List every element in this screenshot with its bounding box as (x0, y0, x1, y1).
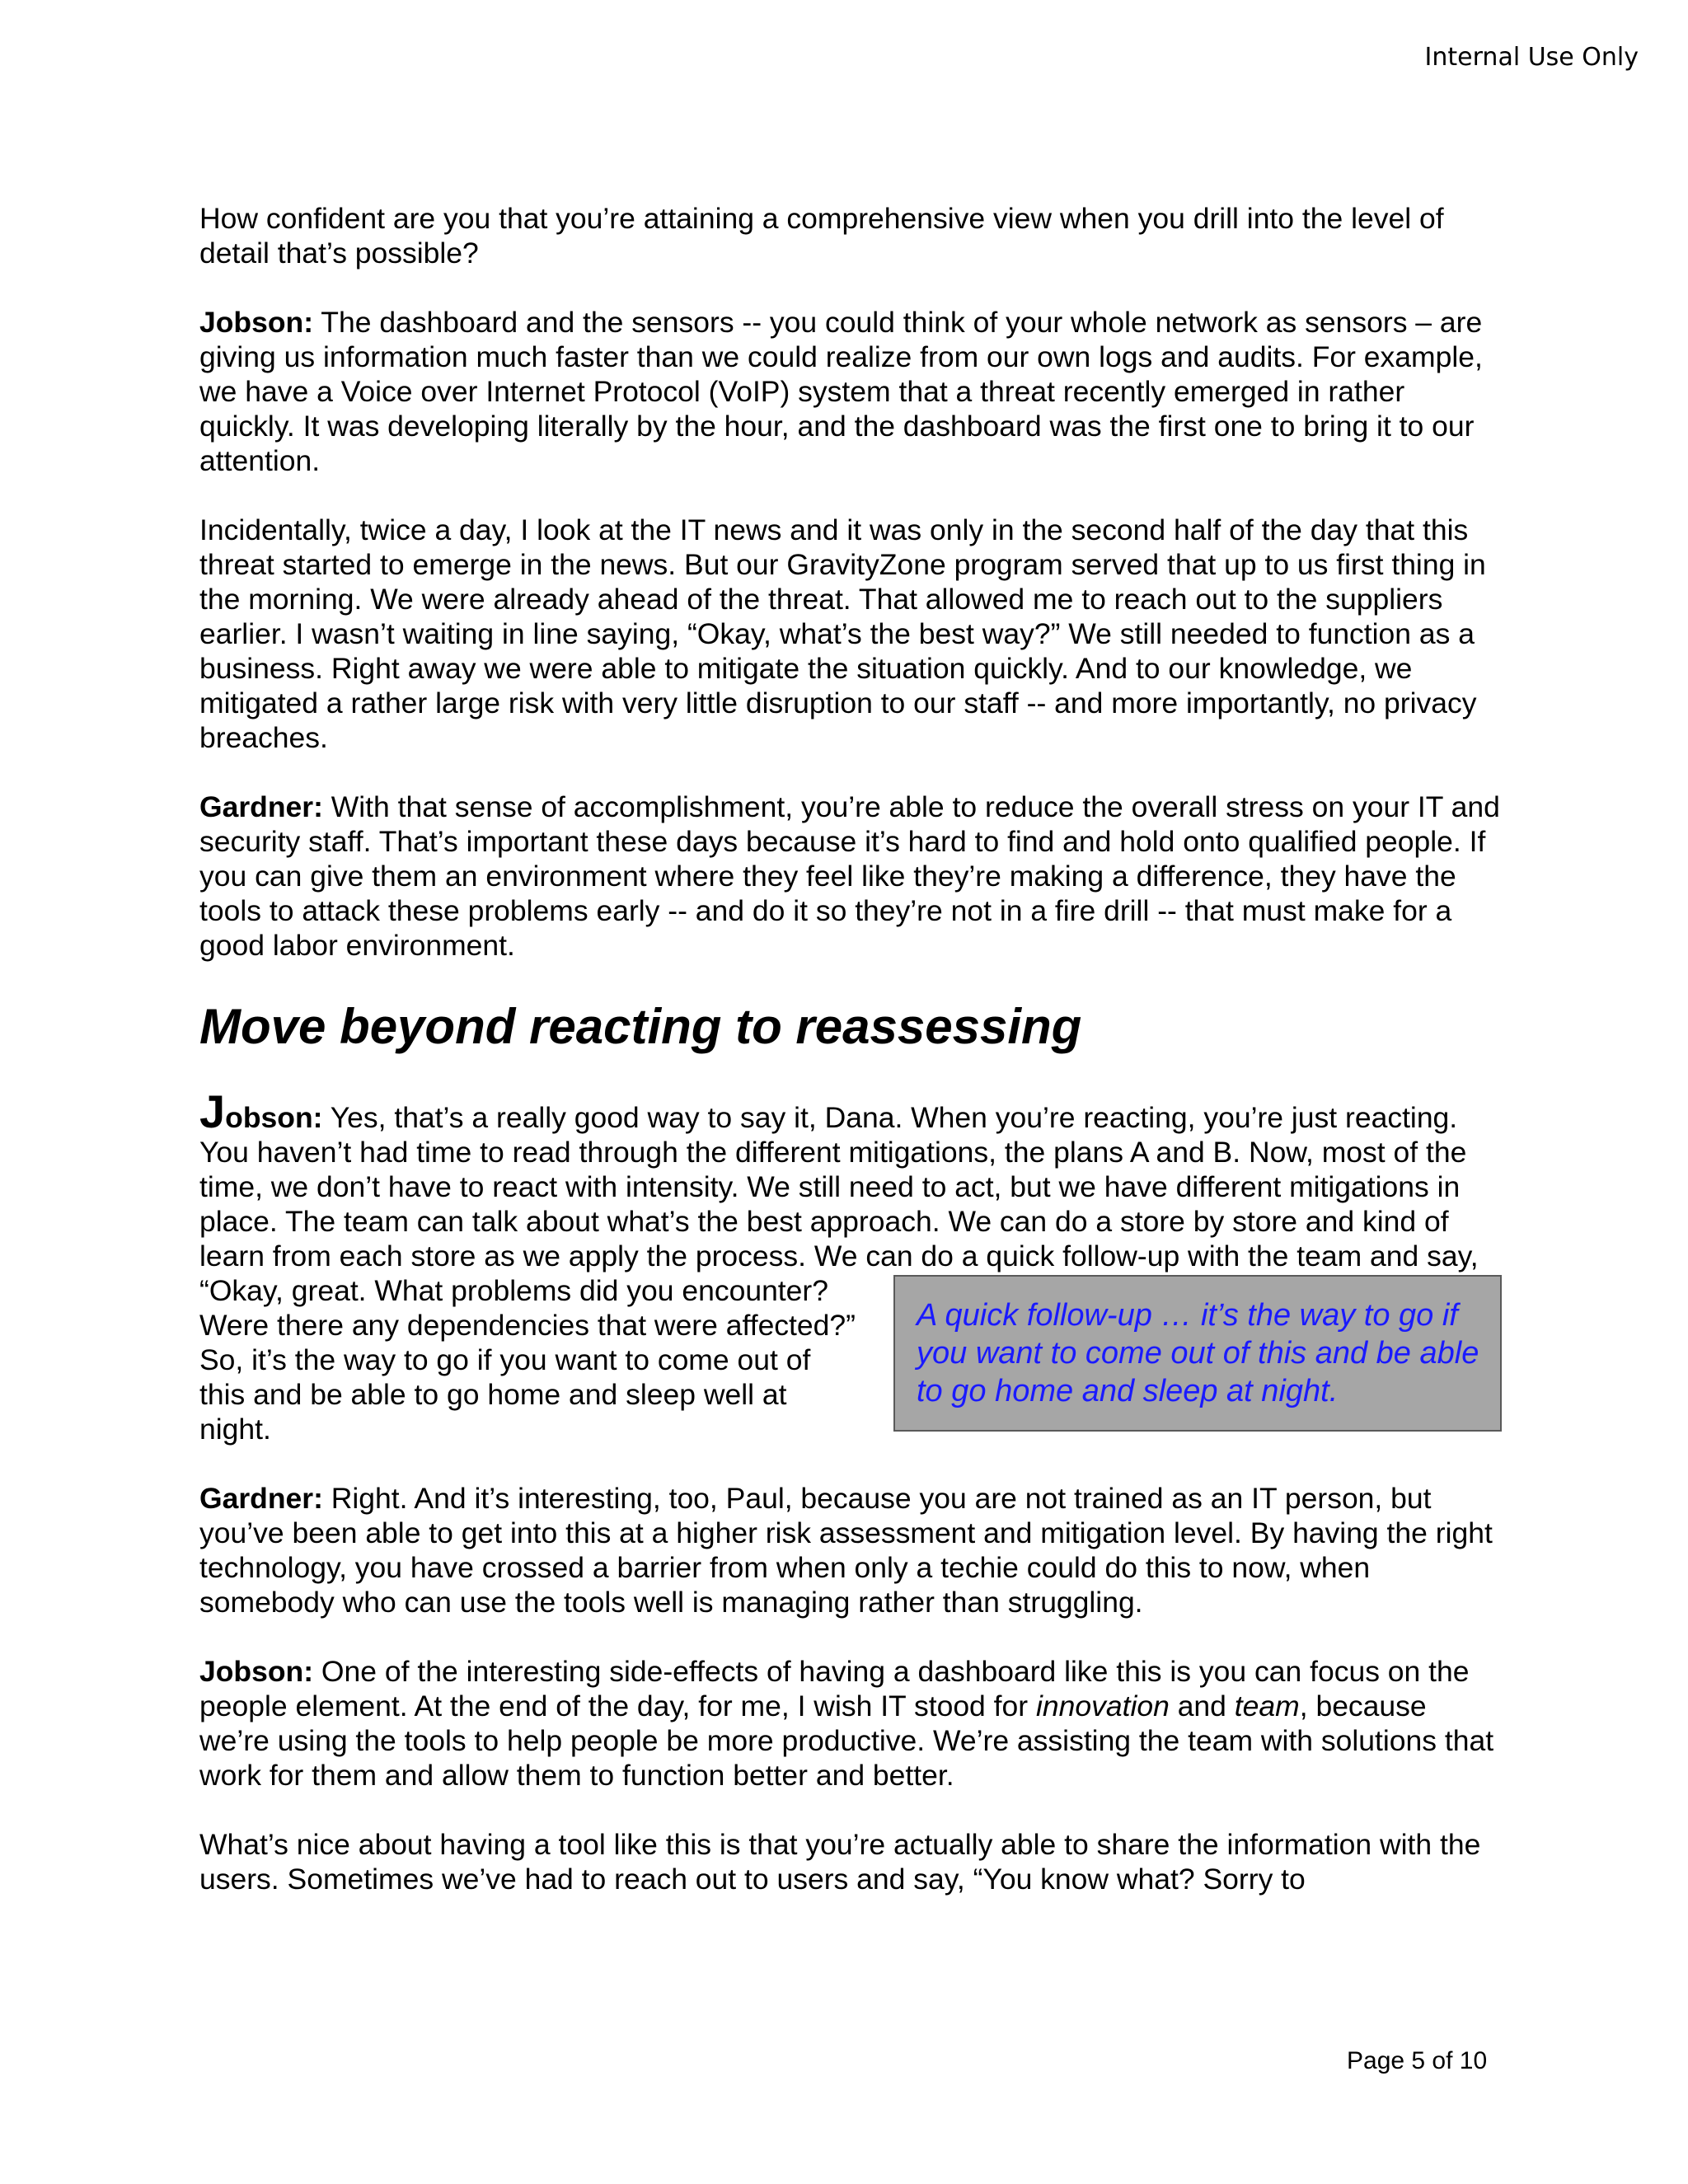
paragraph-jobson-1 (199, 305, 1502, 478)
paragraph-incidentally (199, 513, 1502, 755)
speaker-name: Jobson: (199, 306, 314, 339)
internal-use-label: Internal Use Only (1424, 43, 1639, 72)
paragraph-text: , because we’re using the tools to help people be more productive. We’re assisting the team with solutions that work for them and allow them to function better and better. (199, 1690, 1494, 1792)
paragraph-text: What’s nice about having a tool like this is that you’re actually able to share the information with the users. Sometimes we’ve had to reach out to users and say, “You know what? Sorry to (199, 1828, 1481, 1896)
page-number: Page 5 of 10 (1347, 2047, 1488, 2074)
emphasis-innovation: innovation (1035, 1690, 1170, 1722)
pull-quote (893, 1275, 1502, 1432)
paragraph-gardner-2 (199, 1481, 1502, 1619)
speaker-name: Jobson: (199, 1655, 314, 1688)
paragraph-text: With that sense of accomplishment, you’re able to reduce the overall stress on your IT and security staff. That’s important these days because it’s hard to find and hold onto qualified people. If you can give them an environment where they feel like they’re making a difference, they have the tools to attack these problems early -- and do it so they’re not in a fire drill -- that must make for a good labor environment. (199, 790, 1500, 962)
paragraph-text: Right. And it’s interesting, too, Paul, because you are not trained as an IT person, but you’ve been able to get into this at a higher risk assessment and mitigation level. By having the right technology, you have crossed a barrier from when only a techie could do this to now, when somebody who can use the tools well is managing rather than struggling. (199, 1482, 1493, 1619)
paragraph-text: One of the interesting side-effects of having a dashboard like this is you can focus on the people element. At the end of the day, for me, I wish IT stood for (199, 1655, 1470, 1722)
paragraph-gardner-1 (199, 790, 1502, 963)
speaker-name: Gardner: (199, 1482, 323, 1515)
section-heading: Move beyond reacting to reassessing (199, 999, 1082, 1054)
paragraph-jobson-3 (199, 1654, 1502, 1793)
speaker-name: obson: (225, 1101, 323, 1134)
paragraph-jobson-2 (199, 1085, 1502, 1446)
document-body (199, 201, 1502, 1931)
paragraph-text: How confident are you that you’re attaining a comprehensive view when you drill into the level of detail that’s possible? (199, 202, 1444, 269)
paragraph-text: The dashboard and the sensors -- you could think of your whole network as sensors – are giving us information much faster than we could realize from our own logs and audits. For example, we have a Voice over Internet Protocol (VoIP) system that a threat recently emerged in rather quickly. It was developing literally by the hour, and the dashboard was the first one to bring it to our attention. (199, 306, 1483, 477)
emphasis-team: team (1234, 1690, 1300, 1722)
paragraph-text-a: Yes, that’s a really good way to say it, Dana. When you’re reacting, you’re just reacting. You haven’t had time to read through the different mitigations, the plans A and B. Now, most of the time, we don’t have to react with intensity. We still need to act, but we have different mitigations in place. The team can talk about what’s the best approach. We can do a store by store and kind of learn from each store as we apply the process. We can do a quick follow-up with the team and say, “Okay, great. What (199, 1101, 1479, 1307)
paragraph-whats-nice (199, 1827, 1502, 1896)
paragraph-text: and (1169, 1690, 1235, 1722)
paragraph-question (199, 201, 1502, 270)
drop-cap: J (199, 1085, 226, 1137)
paragraph-text-b: problems did you encounter? Were there any dependencies that were affected?” So, it’s the way to go if you want to come out of this and be able to go home and sleep well at night. (199, 1274, 856, 1446)
pull-quote-text: A quick follow-up … it’s the way to go if you want to come out of this and be able to go home and sleep at night. (917, 1298, 1479, 1408)
paragraph-text: Incidentally, twice a day, I look at the IT news and it was only in the second half of the day that this threat started to emerge in the news. But our GravityZone program served that up to us first thing in the morning. We were already ahead of the threat. That allowed me to reach out to the suppliers earlier. I wasn’t waiting in line saying, “Okay, what’s the best way?” We still needed to function as a business. Right away we were able to mitigate the situation quickly. And to our knowledge, we mitigated a rather large risk with very little disruption to our staff -- and more importantly, no privacy breaches. (199, 513, 1486, 754)
speaker-name: Gardner: (199, 790, 323, 823)
